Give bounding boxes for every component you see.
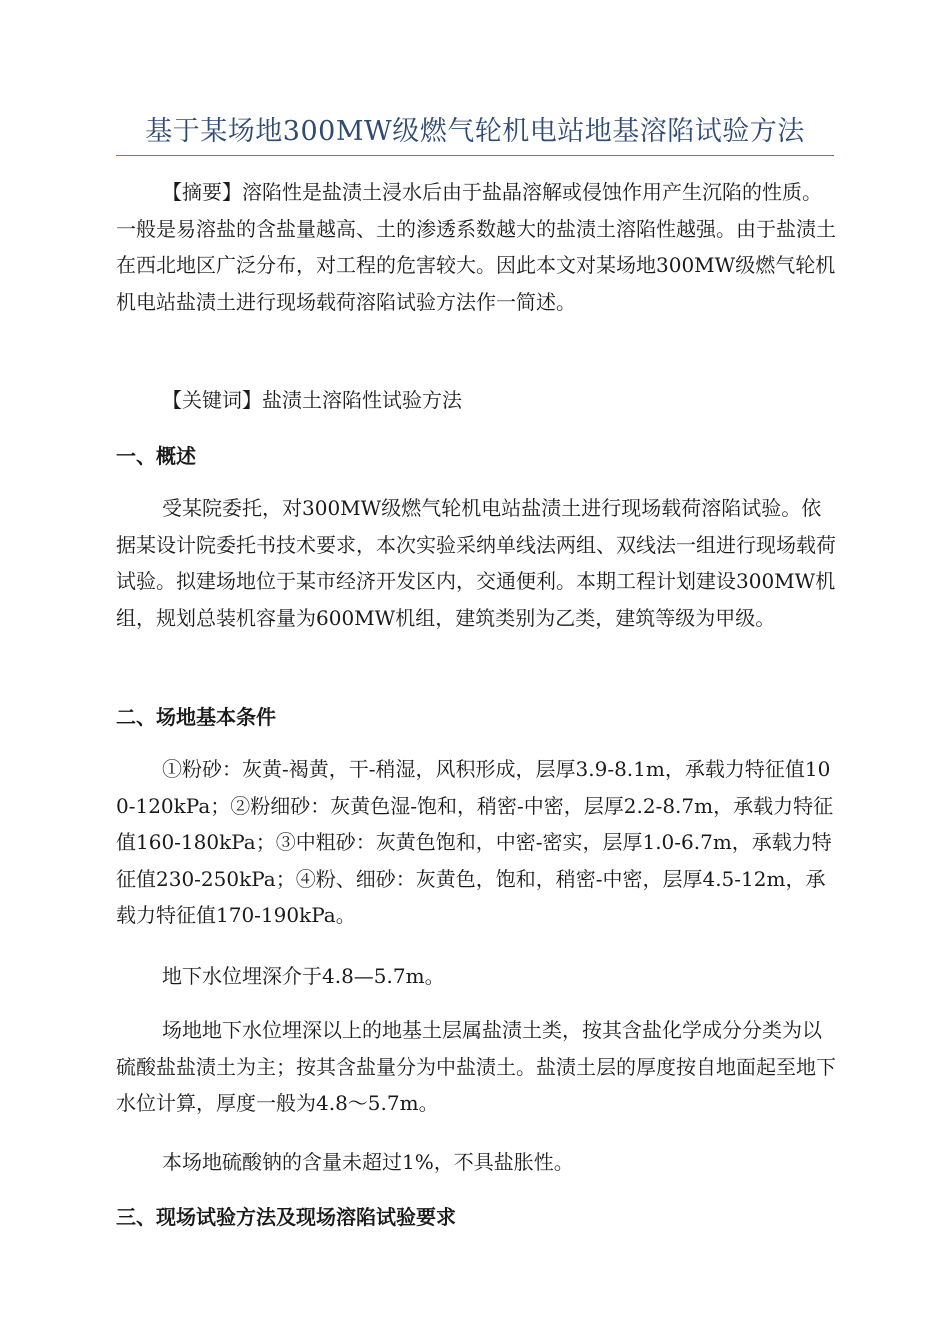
saline-soil-paragraph: 场地地下水位埋深以上的地基土层属盐渍土类，按其含盐化学成分分类为以硫酸盐盐渍土为主；按其含盐量分为中盐渍土。盐渍土层的厚度按自地面起至地下水位计算，厚度一般为4.8～5.7m。 bbox=[116, 1018, 836, 1115]
soil-layers-paragraph: ①粉砂：灰黄-褐黄，干-稍湿，风积形成，层厚3.9-8.1m，承载力特征值100-120kPa；②粉细砂：灰黄色湿-饱和，稍密-中密，层厚2.2-8.7m，承载力特征值160-180kPa；③中粗砂：灰黄色饱和，中密-密实，层厚1.0-6.7m，承载力特征值230-250kPa；④粉、细砂：灰黄色，饱和，稍密-中密，层厚4.5-12m，承载力特征值170-190kPa。 bbox=[116, 757, 834, 927]
groundwater-depth-paragraph: 地下水位埋深介于4.8—5.7m。 bbox=[162, 964, 445, 988]
abstract-paragraph: 【摘要】溶陷性是盐渍土浸水后由于盐晶溶解或侵蚀作用产生沉陷的性质。一般是易溶盐的含盐量越高、土的渗透系数越大的盐渍土溶陷性越强。由于盐渍土在西北地区广泛分布，对工程的危害较大。因此本文对某场地300MW级燃气轮机机电站盐渍土进行现场载荷溶陷试验方法作一简述。 bbox=[116, 180, 836, 314]
keywords-paragraph: 【关键词】盐渍土溶陷性试验方法 bbox=[162, 388, 462, 412]
section-heading-site-conditions: 二、场地基本条件 bbox=[116, 705, 276, 729]
section-heading-overview: 一、概述 bbox=[116, 444, 196, 468]
section-heading-test-methods: 三、现场试验方法及现场溶陷试验要求 bbox=[116, 1205, 456, 1229]
overview-paragraph: 受某院委托，对300MW级燃气轮机电站盐渍土进行现场载荷溶陷试验。依据某设计院委托书技术要求，本次实验采纳单线法两组、双线法一组进行现场载荷试验。拟建场地位于某市经济开发区内，交通便利。本期工程计划建设300MW机组，规划总装机容量为600MW机组，建筑类别为乙类，建筑等级为甲级。 bbox=[116, 496, 836, 630]
sodium-sulfate-paragraph: 本场地硫酸钠的含量未超过1%，不具盐胀性。 bbox=[162, 1150, 574, 1174]
title-underline bbox=[116, 155, 834, 156]
document-title: 基于某场地300MW级燃气轮机电站地基溶陷试验方法 bbox=[145, 116, 805, 147]
